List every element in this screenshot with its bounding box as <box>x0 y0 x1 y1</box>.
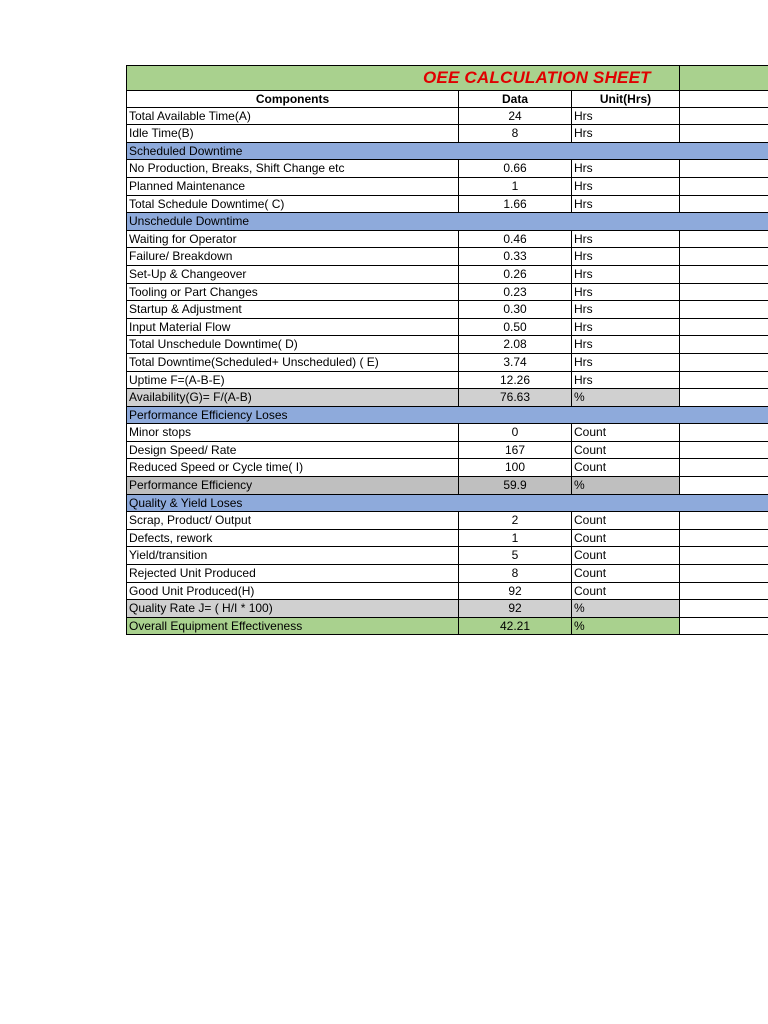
table-row <box>126 231 768 249</box>
table-row <box>126 248 768 266</box>
row-value: 0 <box>458 424 571 441</box>
table-row <box>126 618 768 636</box>
section-header: Scheduled Downtime <box>126 143 768 161</box>
row-unit: Hrs <box>571 178 680 195</box>
row-unit: Hrs <box>571 266 680 283</box>
row-unit: Hrs <box>571 284 680 301</box>
row-unit: Count <box>571 530 680 547</box>
row-value: 5 <box>458 547 571 564</box>
row-unit: Hrs <box>571 196 680 213</box>
row-unit: Hrs <box>571 160 680 177</box>
header-data: Data <box>458 91 571 107</box>
row-value: 24 <box>458 108 571 125</box>
row-label: Defects, rework <box>126 530 458 547</box>
row-label: Good Unit Produced(H) <box>126 583 458 600</box>
row-unit: Count <box>571 442 680 459</box>
row-unit: Count <box>571 459 680 476</box>
header-row <box>126 90 768 108</box>
row-label: Rejected Unit Produced <box>126 565 458 582</box>
row-label: Uptime F=(A-B-E) <box>126 372 458 389</box>
row-value: 3.74 <box>458 354 571 371</box>
row-value: 0.46 <box>458 231 571 248</box>
table-row <box>126 389 768 407</box>
header-unit: Unit(Hrs) <box>571 91 680 107</box>
row-label: Quality Rate J= ( H/I * 100) <box>126 600 458 617</box>
row-label: Planned Maintenance <box>126 178 458 195</box>
row-unit: Hrs <box>571 231 680 248</box>
table-row <box>126 442 768 460</box>
row-value: 1 <box>458 178 571 195</box>
table-row <box>126 512 768 530</box>
table-row <box>126 547 768 565</box>
row-value: 92 <box>458 600 571 617</box>
row-label: Input Material Flow <box>126 319 458 336</box>
row-label: Performance Efficiency <box>126 477 458 494</box>
title-row <box>126 65 768 90</box>
row-value: 59.9 <box>458 477 571 494</box>
table-row <box>126 372 768 390</box>
table-row <box>126 530 768 548</box>
row-value: 2 <box>458 512 571 529</box>
row-label: Set-Up & Changeover <box>126 266 458 283</box>
row-unit: % <box>571 600 680 617</box>
section-header: Unschedule Downtime <box>126 213 768 231</box>
table-row <box>126 583 768 601</box>
row-value: 0.33 <box>458 248 571 265</box>
row-unit: Hrs <box>571 108 680 125</box>
row-value: 42.21 <box>458 618 571 635</box>
row-label: Reduced Speed or Cycle time( I) <box>126 459 458 476</box>
row-label: Yield/transition <box>126 547 458 564</box>
table-row <box>126 336 768 354</box>
table-row <box>126 477 768 495</box>
table-row <box>126 354 768 372</box>
header-components: Components <box>126 91 458 107</box>
row-label: Availability(G)= F/(A-B) <box>126 389 458 406</box>
row-unit: Count <box>571 424 680 441</box>
row-unit: % <box>571 477 680 494</box>
row-label: Idle Time(B) <box>126 125 458 142</box>
row-value: 0.30 <box>458 301 571 318</box>
row-unit: Count <box>571 583 680 600</box>
row-value: 76.63 <box>458 389 571 406</box>
row-label: Waiting for Operator <box>126 231 458 248</box>
row-value: 1.66 <box>458 196 571 213</box>
oee-sheet <box>126 65 768 635</box>
row-value: 8 <box>458 125 571 142</box>
table-row <box>126 459 768 477</box>
row-label: Minor stops <box>126 424 458 441</box>
row-unit: Hrs <box>571 354 680 371</box>
row-value: 100 <box>458 459 571 476</box>
table-body <box>126 108 768 636</box>
row-label: Tooling or Part Changes <box>126 284 458 301</box>
table-row <box>126 160 768 178</box>
row-unit: Count <box>571 512 680 529</box>
row-unit: Count <box>571 547 680 564</box>
row-label: Total Downtime(Scheduled+ Unscheduled) ( E) <box>126 354 458 371</box>
table-row <box>126 266 768 284</box>
row-value: 167 <box>458 442 571 459</box>
table-row <box>126 565 768 583</box>
row-label: Scrap, Product/ Output <box>126 512 458 529</box>
table-row <box>126 196 768 214</box>
table-row <box>126 284 768 302</box>
table-row <box>126 125 768 143</box>
row-label: No Production, Breaks, Shift Change etc <box>126 160 458 177</box>
row-value: 8 <box>458 565 571 582</box>
row-value: 0.50 <box>458 319 571 336</box>
row-unit: Hrs <box>571 336 680 353</box>
table-row <box>126 424 768 442</box>
row-unit: % <box>571 389 680 406</box>
table-row <box>126 301 768 319</box>
row-unit: Hrs <box>571 301 680 318</box>
row-label: Design Speed/ Rate <box>126 442 458 459</box>
row-value: 0.23 <box>458 284 571 301</box>
row-unit: Hrs <box>571 319 680 336</box>
sheet-title: OEE CALCULATION SHEET <box>423 68 651 87</box>
section-header: Performance Efficiency Loses <box>126 407 768 425</box>
row-label: Total Schedule Downtime( C) <box>126 196 458 213</box>
section-header: Quality & Yield Loses <box>126 495 768 513</box>
row-value: 0.26 <box>458 266 571 283</box>
row-label: Startup & Adjustment <box>126 301 458 318</box>
row-unit: Hrs <box>571 248 680 265</box>
row-unit: % <box>571 618 680 635</box>
row-unit: Hrs <box>571 372 680 389</box>
row-label: Total Unschedule Downtime( D) <box>126 336 458 353</box>
row-label: Total Available Time(A) <box>126 108 458 125</box>
table-row <box>126 319 768 337</box>
row-value: 12.26 <box>458 372 571 389</box>
row-value: 2.08 <box>458 336 571 353</box>
table-row <box>126 600 768 618</box>
row-label: Failure/ Breakdown <box>126 248 458 265</box>
row-unit: Hrs <box>571 125 680 142</box>
row-value: 1 <box>458 530 571 547</box>
row-value: 92 <box>458 583 571 600</box>
row-unit: Count <box>571 565 680 582</box>
table-row <box>126 178 768 196</box>
table-row <box>126 108 768 126</box>
row-label: Overall Equipment Effectiveness <box>126 618 458 635</box>
row-value: 0.66 <box>458 160 571 177</box>
